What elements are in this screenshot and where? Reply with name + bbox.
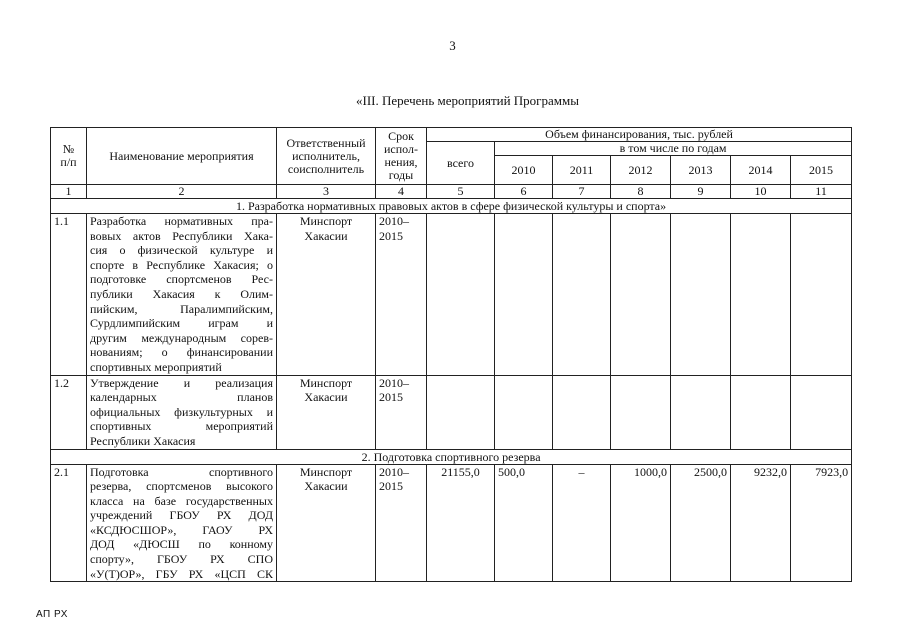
header-year: 2013 (671, 156, 731, 185)
header-year: 2015 (791, 156, 852, 185)
section-title: 1. Разработка нормативных правовых актов в сфере физической культуры и спорта» (51, 199, 852, 214)
funding-2012: 1000,0 (611, 464, 671, 582)
funding-2011 (553, 214, 611, 376)
column-number: 8 (611, 185, 671, 199)
header-name: Наименование мероприятия (87, 128, 277, 185)
column-number: 2 (87, 185, 277, 199)
column-number: 10 (731, 185, 791, 199)
measure-name: Утверждение и реализация календарных планов официальных физкультурных и спортивных мероприятий Республики Хакасия (87, 375, 277, 449)
responsible: Минспорт Хакасии (277, 214, 376, 376)
funding-2012 (611, 375, 671, 449)
term: 2010– 2015 (376, 375, 427, 449)
table-row (51, 214, 852, 376)
funding-2015 (791, 375, 852, 449)
funding-2015 (791, 214, 852, 376)
row-number: 1.2 (51, 375, 87, 449)
column-number: 11 (791, 185, 852, 199)
column-number: 5 (427, 185, 495, 199)
header-year: 2010 (495, 156, 553, 185)
measures-table (50, 127, 852, 582)
row-number: 1.1 (51, 214, 87, 376)
section-row (51, 199, 852, 214)
term: 2010– 2015 (376, 214, 427, 376)
header-responsible: Ответственный исполнитель, соисполнитель (277, 128, 376, 185)
funding-2010 (495, 375, 553, 449)
header-by-years: в том числе по годам (495, 142, 852, 156)
funding-2011 (553, 375, 611, 449)
header-row-1 (51, 128, 852, 142)
funding-2010: 500,0 (495, 464, 553, 582)
page-number: 3 (449, 38, 456, 53)
funding-2013 (671, 214, 731, 376)
column-number: 7 (553, 185, 611, 199)
table-row (51, 464, 852, 582)
section-row (51, 449, 852, 464)
measure-name: Разработка нормативных пра- вовых актов Республики Хака- сия о физической культуре и спорте в Республике Хакасия; о подготовке спортсменов Рес- публики Хакасия к Олим- пийским, Паралимпийским, Сурдлимпийским играм и другим международным сорев- нованиям; о финансировании спортивных мероприятий (87, 214, 277, 376)
funding-2015: 7923,0 (791, 464, 852, 582)
funding-2013 (671, 375, 731, 449)
funding-total (427, 214, 495, 376)
funding-2011: – (553, 464, 611, 582)
column-number: 6 (495, 185, 553, 199)
column-numbers-row (51, 185, 852, 199)
funding-2012 (611, 214, 671, 376)
funding-2014: 9232,0 (731, 464, 791, 582)
row-number: 2.1 (51, 464, 87, 582)
funding-2010 (495, 214, 553, 376)
header-no: № п/п (51, 128, 87, 185)
column-number: 3 (277, 185, 376, 199)
responsible: Минспорт Хакасии (277, 464, 376, 582)
header-term: Срок испол- нения, годы (376, 128, 427, 185)
funding-2014 (731, 375, 791, 449)
header-year: 2012 (611, 156, 671, 185)
header-year: 2014 (731, 156, 791, 185)
table-row (51, 375, 852, 449)
funding-total (427, 375, 495, 449)
term: 2010– 2015 (376, 464, 427, 582)
corner-mark: АП РХ (36, 609, 68, 620)
table-title: «III. Перечень мероприятий Программы (356, 93, 579, 108)
column-number: 4 (376, 185, 427, 199)
responsible: Минспорт Хакасии (277, 375, 376, 449)
section-title: 2. Подготовка спортивного резерва (51, 449, 852, 464)
header-total: всего (427, 142, 495, 185)
column-number: 9 (671, 185, 731, 199)
measure-name: Подготовка спортивного резерва, спортсменов высокого класса на базе государственных учреждений ГБОУ РХ ДОД «КСДЮСШОР», ГАОУ РХ ДОД «ДЮСШ по конному спорту», ГБОУ РХ СПО «У(Т)ОР», ГБУ РХ «ЦСП СК (87, 464, 277, 582)
funding-2013: 2500,0 (671, 464, 731, 582)
funding-total: 21155,0 (427, 464, 495, 582)
header-funding: Объем финансирования, тыс. рублей (427, 128, 852, 142)
column-number: 1 (51, 185, 87, 199)
header-year: 2011 (553, 156, 611, 185)
funding-2014 (731, 214, 791, 376)
